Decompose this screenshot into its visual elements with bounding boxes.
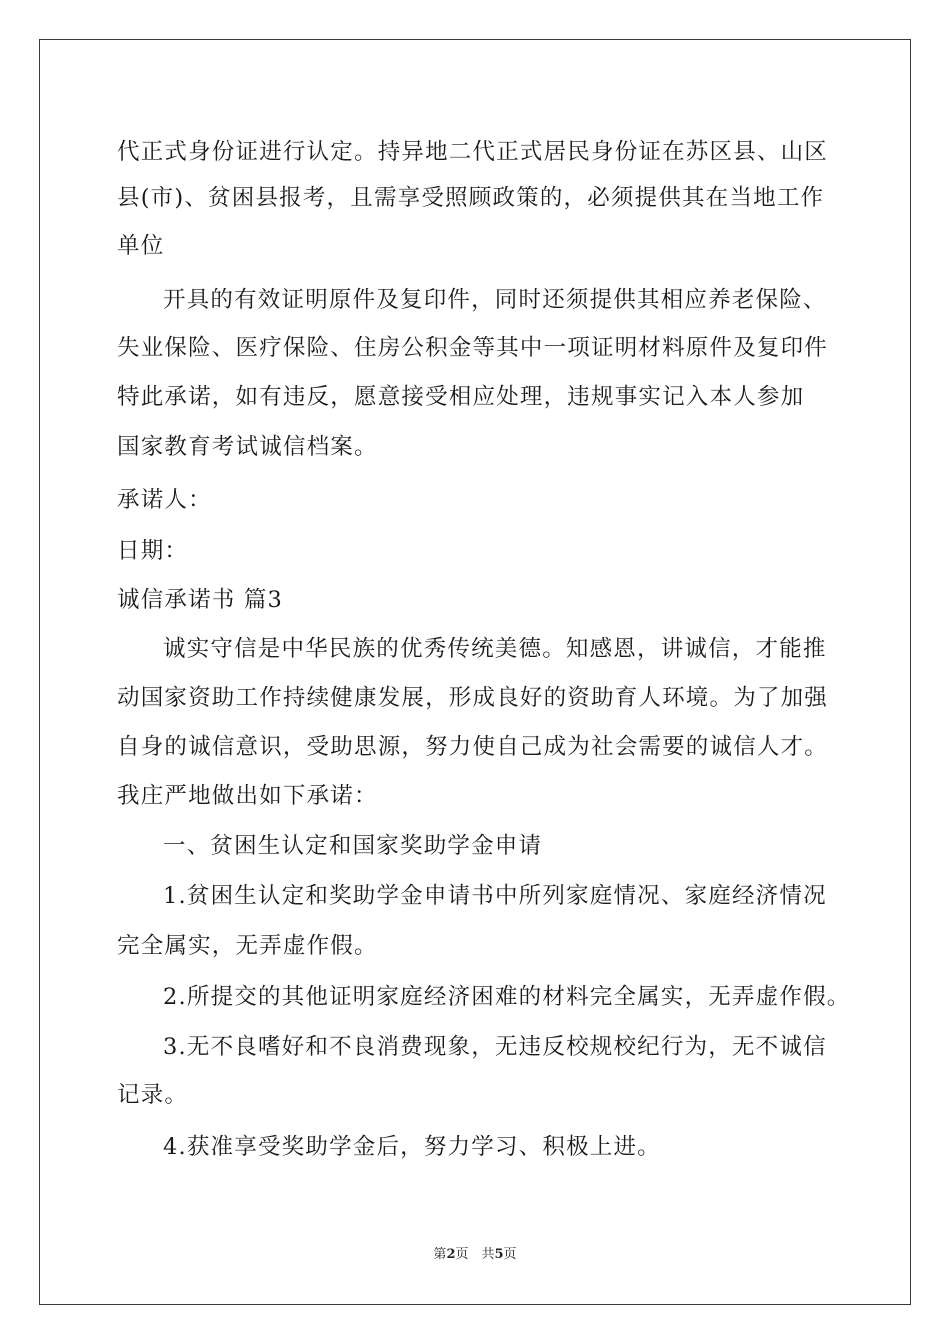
text-line: 失业保险、医疗保险、住房公积金等其中一项证明材料原件及复印件	[117, 335, 829, 361]
text-line: 我庄严地做出如下承诺：	[117, 783, 378, 809]
footer-mid: 页 共	[455, 1247, 495, 1262]
total-pages-number: 5	[494, 1247, 504, 1262]
text-line: 日期：	[117, 538, 189, 564]
text-line: 单位	[117, 233, 165, 259]
page-footer	[0, 1246, 950, 1264]
text-line: 国家教育考试诚信档案。	[117, 434, 378, 460]
text-line: 特此承诺，如有违反，愿意接受相应处理，违规事实记入本人参加	[117, 384, 805, 410]
current-page-number: 2	[446, 1247, 456, 1262]
text-line: 诚实守信是中华民族的优秀传统美德。知感恩，讲诚信，才能推	[163, 636, 827, 662]
footer-prefix: 第	[433, 1247, 447, 1262]
section-heading: 诚信承诺书 篇3	[117, 587, 284, 613]
text-line: 动国家资助工作持续健康发展，形成良好的资助育人环境。为了加强	[117, 685, 829, 711]
text-line: 1.贫困生认定和奖助学金申请书中所列家庭情况、家庭经济情况	[163, 883, 827, 909]
text-line: 记录。	[117, 1082, 189, 1108]
page-border	[39, 39, 911, 1305]
text-line: 3.无不良嗜好和不良消费现象，无违反校规校纪行为，无不诚信	[163, 1034, 827, 1060]
text-line: 开具的有效证明原件及复印件，同时还须提供其相应养老保险、	[163, 287, 827, 313]
footer-suffix: 页	[503, 1247, 517, 1262]
text-line: 一、贫困生认定和国家奖助学金申请	[163, 833, 543, 859]
text-line: 县(市)、贫困县报考，且需享受照顾政策的，必须提供其在当地工作	[117, 185, 825, 211]
text-line: 自身的诚信意识，受助思源，努力使自己成为社会需要的诚信人才。	[117, 734, 829, 760]
text-line: 4.获准享受奖助学金后，努力学习、积极上进。	[163, 1134, 661, 1160]
text-line: 完全属实，无弄虚作假。	[117, 933, 378, 959]
text-line: 2.所提交的其他证明家庭经济困难的材料完全属实，无弄虚作假。	[163, 984, 851, 1010]
text-line: 承诺人：	[117, 487, 212, 513]
text-line: 代正式身份证进行认定。持异地二代正式居民身份证在苏区县、山区	[117, 139, 829, 165]
